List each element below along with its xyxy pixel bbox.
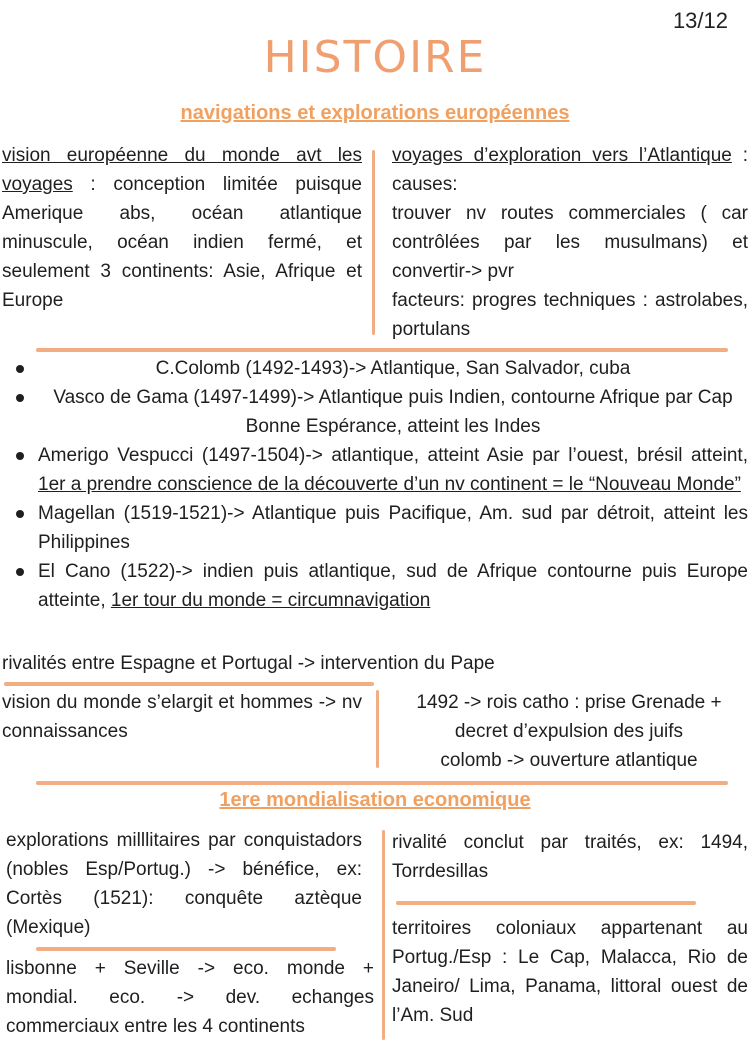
list-item: El Cano (1522)-> indien puis atlantique, sud de Afrique contourne puis Europe atteinte, 1er tour du monde = circumnavigation (2, 557, 748, 615)
voyages-exploration-block (392, 141, 748, 344)
bullet-icon (16, 365, 24, 373)
list-item: Vasco de Gama (1497-1499)-> Atlantique puis Indien, contourne Afrique par Cap Bonne Espérance, atteint les Indes (2, 383, 748, 441)
explorations-militaires-block: explorations milllitaires par conquistadors (nobles Esp/Portug.) -> bénéfice, ex: Cortès (1521): conquête aztèque (Mexique) (6, 830, 362, 938)
voyages-exploration-causes: : causes: (392, 145, 748, 195)
bullet-icon (16, 394, 24, 402)
bullet-icon (16, 510, 24, 518)
vision-europeenne-heading: vision européenne du monde avt les voyages (2, 145, 362, 195)
divider-short (36, 947, 336, 951)
rivalite-traites-block: rivalité conclut par traités, ex: 1494, Torrdesillas (392, 832, 748, 882)
divider-short (4, 682, 374, 686)
column-divider (372, 150, 375, 335)
explorers-list (2, 354, 748, 615)
column-divider (382, 830, 385, 1040)
list-item: C.Colomb (1492-1493)-> Atlantique, San Salvador, cuba (2, 354, 748, 383)
territoires-coloniaux-block: territoires coloniaux appartenant au Portug./Esp : Le Cap, Malacca, Rio de Janeiro/ Lima, Panama, littoral ouest de l’Am. Sud (392, 918, 748, 1026)
list-item: Amerigo Vespucci (1497-1504)-> atlantique, atteint Asie par l’ouest, brésil atteint, 1er a prendre conscience de la découverte d’un nv continent = le “Nouveau Monde” (2, 441, 748, 499)
column-divider (376, 690, 379, 768)
voyages-facteurs-text: facteurs: progres techniques : astrolabes, portulans (392, 290, 748, 340)
events-1492-block: 1492 -> rois catho : prise Grenade + decret d’expulsion des juifs colomb -> ouverture atlantique (416, 692, 722, 771)
section-divider (36, 781, 728, 785)
voyages-exploration-heading: voyages d’exploration vers l’Atlantique (392, 145, 732, 166)
lisbonne-block: lisbonne + Seville -> eco. monde + mondial. eco. -> dev. echanges commerciaux entre les 4 continents (6, 958, 374, 1037)
rivalites-line: rivalités entre Espagne et Portugal -> intervention du Pape (2, 653, 495, 674)
bullet-icon (16, 568, 24, 576)
vision-europeenne-block (2, 141, 362, 315)
section-divider (36, 348, 728, 352)
vision-europeenne-text: : conception limitée puisque Amerique abs, océan atlantique minuscule, océan indien fermé, et seulement 3 continents: Asie, Afrique et Europe (2, 174, 362, 311)
bullet-icon (16, 452, 24, 460)
section-title-navigations: navigations et explorations européennes (180, 102, 570, 124)
list-item: Magellan (1519-1521)-> Atlantique puis Pacifique, Am. sud par détroit, atteint les Philippines (2, 499, 748, 557)
divider-short (396, 901, 696, 905)
voyages-causes-text: trouver nv routes commerciales ( car contrôlées par les musulmans) et convertir-> pvr (392, 203, 748, 282)
page-number: 13/12 (672, 8, 728, 33)
section-title-mondialisation: 1ere mondialisation economique (219, 789, 531, 811)
vision-elargit-block: vision du monde s’elargit et hommes -> nv connaissances (2, 692, 362, 742)
page-title: HISTOIRE (263, 32, 487, 83)
